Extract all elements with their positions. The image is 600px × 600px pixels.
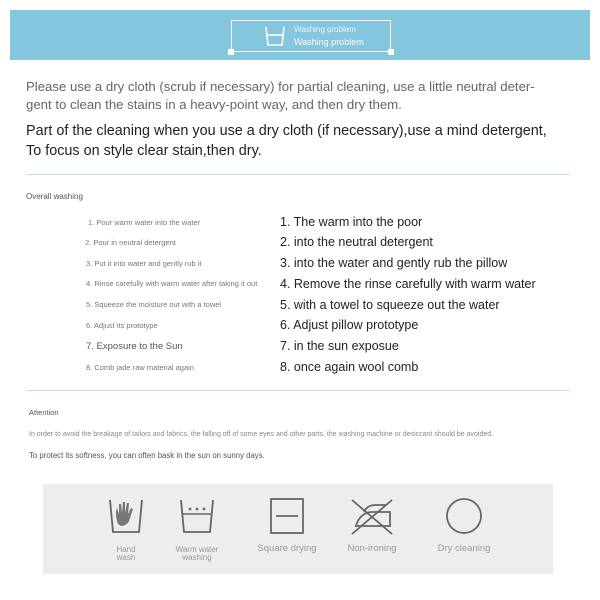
- care-label-hand-wash: Hand wash: [116, 545, 136, 562]
- square-drying-icon: [265, 494, 309, 538]
- step-small-5: 5. Squeeze the moisture out with a towel: [86, 300, 222, 309]
- divider: [26, 174, 570, 175]
- dry-cleaning-icon: [442, 494, 486, 538]
- care-item-square-drying: [242, 484, 332, 574]
- step-small-6: 6. Adjust its prototype: [86, 321, 158, 330]
- step-small-8: 8. Comb jade raw material again: [86, 363, 194, 372]
- step-big-6: 6. Adjust pillow prototype: [280, 318, 419, 332]
- divider: [26, 390, 570, 391]
- intro-gray-line-2: gent to clean the stains in a heavy-point way, and then dry them.: [26, 97, 402, 112]
- step-big-2: 2. into the neutral detergent: [280, 235, 433, 249]
- step-big-5: 5. with a towel to squeeze out the water: [280, 298, 500, 312]
- attention-title: Attention: [29, 408, 59, 417]
- step-big-1: 1. The warm into the poor: [280, 215, 423, 229]
- care-symbols-panel: [43, 484, 553, 574]
- intro-text-black: [26, 121, 586, 161]
- washing-tub-icon: [263, 25, 287, 47]
- banner-title: Washing problem: [294, 37, 364, 47]
- intro-text-gray: [26, 78, 580, 114]
- care-item-non-ironing: [327, 484, 417, 574]
- step-small-3: 3. Put it into water and gently rub it: [86, 259, 202, 268]
- header-banner: [10, 10, 590, 60]
- step-big-3: 3. into the water and gently rub the pillow: [280, 256, 508, 270]
- care-label-warm-water: Warm water washing: [175, 545, 219, 562]
- intro-gray-line-1: Please use a dry cloth (scrub if necessary) for partial cleaning, use a little neutral deter-: [26, 79, 535, 94]
- step-small-1: 1. Pour warm water into the water: [88, 218, 201, 227]
- attention-note-1: In order to avoid the breakage of tailors and fabrics, the falling off of some eyes and other parts, the washing machine or desiccant should be avoided.: [29, 431, 494, 438]
- banner-subtitle: Washing problem: [294, 25, 356, 34]
- intro-black-line-2: To focus on style clear stain,then dry.: [26, 143, 262, 159]
- care-label-dry-cleaning: Dry cleaning: [437, 543, 491, 554]
- overall-washing-title: Overall washing: [26, 192, 83, 201]
- no-ironing-icon: [344, 494, 400, 538]
- hand-wash-icon: [104, 494, 148, 538]
- step-small-2: 2. Pour in neutral detergent: [85, 238, 176, 247]
- step-big-8: 8. once again wool comb: [280, 360, 419, 374]
- care-item-warm-water: [152, 484, 242, 574]
- care-label-non-ironing: Non-ironing: [347, 543, 397, 554]
- care-item-dry-cleaning: [419, 484, 509, 574]
- intro-black-line-1: Part of the cleaning when you use a dry cloth (if necessary),use a mind detergent,: [26, 123, 547, 139]
- step-small-7: 7. Exposure to the Sun: [86, 341, 183, 352]
- step-big-4: 4. Remove the rinse carefully with warm water: [280, 277, 536, 291]
- banner-frame: [231, 20, 391, 52]
- step-small-4: 4. Rinse carefully with warm water after taking it out: [86, 279, 258, 288]
- attention-note-2: To protect its softness, you can often bask in the sun on sunny days.: [29, 451, 265, 460]
- care-label-square-drying: Square drying: [257, 543, 317, 554]
- warm-water-wash-icon: [175, 494, 219, 538]
- step-big-7: 7. in the sun exposue: [280, 339, 399, 353]
